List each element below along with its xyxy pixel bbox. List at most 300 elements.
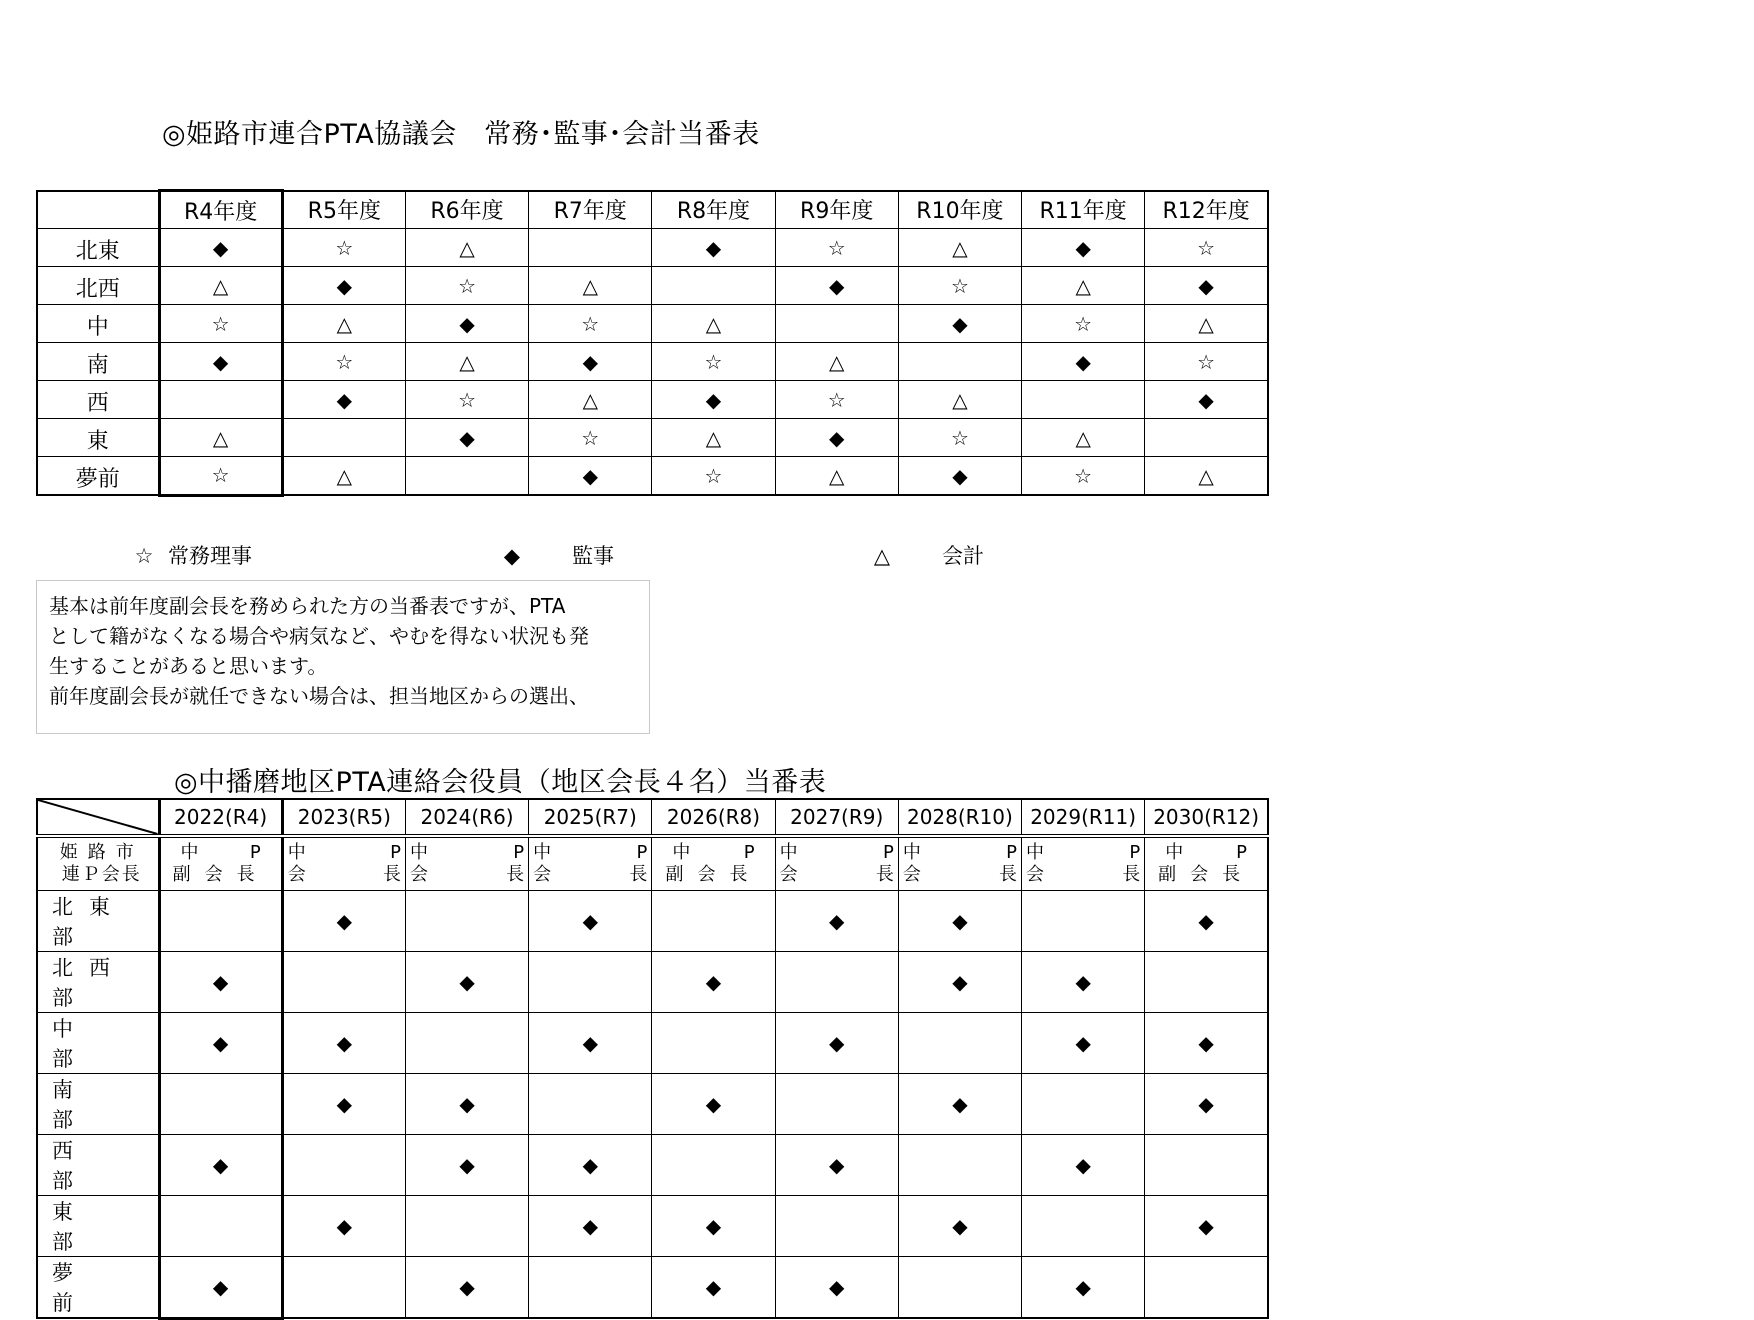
- table-cell: [652, 267, 775, 305]
- table-cell: [1145, 1196, 1268, 1257]
- subhead-top-right: P: [1006, 842, 1018, 863]
- row-label: 中部: [37, 1013, 159, 1074]
- table-cell: [1022, 1196, 1145, 1257]
- subhead-top-right: P: [390, 842, 401, 863]
- column-header: R4年度: [159, 191, 282, 229]
- star-icon: ☆: [1074, 463, 1093, 488]
- table-row: [37, 457, 1268, 496]
- subhead-bottom: [1022, 864, 1144, 886]
- table-cell: [282, 419, 405, 457]
- table-cell: [652, 891, 775, 952]
- table-row: [37, 891, 1268, 952]
- corner-cell: [37, 799, 159, 836]
- row-label: 東部: [37, 1196, 159, 1257]
- subhead-bottom: 副会長: [1158, 864, 1255, 885]
- subhead-bottom-right: 長: [999, 864, 1018, 885]
- table-cell: [529, 891, 652, 952]
- triangle-icon: △: [829, 463, 845, 488]
- table-cell: [775, 1013, 898, 1074]
- column-header: R7年度: [529, 191, 652, 229]
- star-icon: ☆: [211, 463, 230, 488]
- table-cell: [159, 229, 282, 267]
- triangle-icon: △: [829, 349, 845, 374]
- subhead-bottom-right: 長: [875, 864, 894, 885]
- subhead-label: [37, 836, 159, 891]
- column-header: R11年度: [1022, 191, 1145, 229]
- subhead-bottom-left: 会: [902, 864, 921, 885]
- diamond-icon: ◆: [459, 1275, 475, 1299]
- table-cell: [775, 891, 898, 952]
- diamond-icon: ◆: [1198, 273, 1214, 298]
- diamond-icon: ◆: [212, 1153, 229, 1177]
- subhead-cell: [652, 836, 775, 891]
- row-label: 北東部: [37, 891, 159, 952]
- table-cell: [405, 381, 528, 419]
- star-icon: ☆: [1197, 235, 1216, 260]
- table-cell: [1145, 457, 1268, 496]
- table-cell: [1145, 267, 1268, 305]
- subhead-bottom-left: 会: [1026, 864, 1045, 885]
- table-cell: [652, 1074, 775, 1135]
- subhead-bottom-left: 会: [409, 864, 428, 885]
- diamond-icon: ◆: [336, 909, 353, 933]
- table-cell: [159, 1257, 282, 1319]
- table-cell: [652, 1013, 775, 1074]
- diamond-icon: ◆: [459, 1092, 475, 1116]
- diamond-icon: ◆: [829, 1031, 845, 1055]
- row-label: 北西: [37, 267, 159, 305]
- subhead-top: [284, 842, 405, 864]
- subhead-top-left: 中: [409, 842, 428, 863]
- table-cell: [282, 1257, 405, 1319]
- page-title: ◎姫路市連合PTA協議会 常務･監事･会計当番表: [162, 119, 760, 150]
- diamond-icon: ◆: [1075, 970, 1091, 994]
- diamond-icon: ◆: [336, 1031, 353, 1055]
- diamond-icon: ◆: [336, 1214, 353, 1238]
- diamond-icon: ◆: [829, 1153, 845, 1177]
- table-cell: [1022, 1257, 1145, 1319]
- table-cell: [652, 952, 775, 1013]
- column-header: 2030(R12): [1145, 799, 1268, 836]
- table-cell: [282, 1135, 405, 1196]
- subhead-cell: [1022, 836, 1145, 891]
- subhead-bottom-right: 長: [1122, 864, 1141, 885]
- subhead-top-left: 中: [180, 842, 199, 863]
- table-cell: [282, 1074, 405, 1135]
- table-cell: [1022, 1074, 1145, 1135]
- diamond-icon: ◆: [1075, 349, 1091, 374]
- table-cell: [775, 381, 898, 419]
- table-row: [37, 343, 1268, 381]
- subhead-top: [1022, 842, 1144, 864]
- column-header: 2025(R7): [529, 799, 652, 836]
- table-cell: [898, 419, 1021, 457]
- row-label: 東: [37, 419, 159, 457]
- table-cell: [775, 229, 898, 267]
- table-row: [37, 952, 1268, 1013]
- column-header: 2022(R4): [159, 799, 282, 836]
- diamond-icon: ◆: [1198, 1031, 1214, 1055]
- star-icon: ☆: [581, 311, 600, 336]
- table-cell: [1145, 1257, 1268, 1319]
- column-header: 2023(R5): [282, 799, 405, 836]
- diamond-icon: ◆: [459, 425, 475, 450]
- table-cell: [529, 1013, 652, 1074]
- table-cell: [282, 229, 405, 267]
- table-cell: [405, 1257, 528, 1319]
- table-cell: [159, 952, 282, 1013]
- table-cell: [529, 419, 652, 457]
- table-cell: [1145, 419, 1268, 457]
- duty-rotation-table: [36, 189, 1269, 497]
- table-cell: [652, 381, 775, 419]
- triangle-icon: △: [582, 387, 598, 412]
- table-cell: [282, 952, 405, 1013]
- subhead-bottom: 副会長: [665, 864, 762, 885]
- corner-cell: [37, 191, 159, 229]
- table-cell: [405, 343, 528, 381]
- header-row: [37, 191, 1268, 229]
- diamond-icon: ◆: [705, 235, 722, 260]
- subhead-cell: [282, 836, 405, 891]
- row-label: 夢前: [37, 457, 159, 496]
- diamond-icon: ◆: [1075, 1275, 1091, 1299]
- subhead-top-left: 中: [779, 842, 798, 863]
- triangle-icon: △: [1075, 425, 1091, 450]
- table-cell: [1022, 419, 1145, 457]
- table-cell: [405, 1013, 528, 1074]
- table-cell: [775, 419, 898, 457]
- diamond-icon: ◆: [503, 544, 521, 568]
- column-header: 2028(R10): [898, 799, 1021, 836]
- table-cell: [898, 1013, 1021, 1074]
- subhead-top: [652, 842, 774, 864]
- table-cell: [1022, 229, 1145, 267]
- table-cell: [1022, 343, 1145, 381]
- subhead-label-line: 連Ｐ会長: [61, 864, 142, 885]
- table-cell: [1145, 891, 1268, 952]
- triangle-icon: △: [459, 349, 475, 374]
- star-icon: ☆: [827, 387, 846, 412]
- subhead-cell: [1145, 836, 1268, 891]
- subhead-top-left: 中: [902, 842, 921, 863]
- table-row: [37, 1196, 1268, 1257]
- legend-star: [134, 540, 252, 570]
- legend-diamond: [502, 540, 614, 570]
- column-header: R8年度: [652, 191, 775, 229]
- table-cell: [1022, 267, 1145, 305]
- table-cell: [775, 267, 898, 305]
- table-cell: [282, 1196, 405, 1257]
- column-header: R10年度: [898, 191, 1021, 229]
- diagonal-line: [38, 800, 158, 834]
- column-header: R12年度: [1145, 191, 1268, 229]
- diamond-icon: ◆: [459, 970, 475, 994]
- table-cell: [529, 343, 652, 381]
- table-cell: [775, 1074, 898, 1135]
- subhead-cell: [898, 836, 1021, 891]
- row-label: 南部: [37, 1074, 159, 1135]
- diamond-icon: ◆: [582, 909, 598, 933]
- diamond-icon: ◆: [952, 1092, 968, 1116]
- table-cell: [529, 229, 652, 267]
- diamond-icon: ◆: [212, 970, 229, 994]
- diamond-icon: ◆: [829, 1275, 845, 1299]
- table-row: [37, 1013, 1268, 1074]
- diamond-icon: ◆: [705, 1092, 722, 1116]
- column-header: 2026(R8): [652, 799, 775, 836]
- diamond-icon: ◆: [1198, 1214, 1214, 1238]
- table-cell: [159, 267, 282, 305]
- diamond-icon: ◆: [705, 387, 722, 412]
- diamond-icon: ◆: [952, 909, 968, 933]
- table-row: [37, 267, 1268, 305]
- diamond-icon: ◆: [1198, 909, 1214, 933]
- diamond-icon: ◆: [336, 1092, 353, 1116]
- table-cell: [405, 419, 528, 457]
- subhead-bottom-right: 長: [629, 864, 648, 885]
- diamond-icon: ◆: [582, 1214, 598, 1238]
- subhead-top: [406, 842, 528, 864]
- table-row: [37, 1074, 1268, 1135]
- subhead-top-right: P: [743, 842, 755, 863]
- table-cell: [405, 952, 528, 1013]
- table-cell: [159, 381, 282, 419]
- table-cell: [652, 1257, 775, 1319]
- subhead-top: [161, 842, 281, 864]
- subhead-top-left: 中: [1165, 842, 1184, 863]
- diamond-icon: ◆: [212, 1274, 229, 1299]
- table-row: [37, 1257, 1268, 1319]
- triangle-icon: △: [705, 425, 722, 450]
- star-icon: ☆: [211, 311, 230, 336]
- column-header: R9年度: [775, 191, 898, 229]
- table-cell: [898, 1257, 1021, 1319]
- star-icon: ☆: [1074, 311, 1093, 336]
- diamond-icon: ◆: [459, 311, 475, 336]
- row-label: 西部: [37, 1135, 159, 1196]
- table-row: [37, 229, 1268, 267]
- table-cell: [282, 343, 405, 381]
- table-cell: [652, 1135, 775, 1196]
- star-icon: ☆: [335, 235, 354, 260]
- subhead-top-right: P: [1236, 842, 1247, 863]
- star-icon: ☆: [134, 544, 154, 568]
- table-cell: [405, 1135, 528, 1196]
- table-cell: [282, 891, 405, 952]
- subhead-cell: [775, 836, 898, 891]
- subhead-top-right: P: [882, 842, 894, 863]
- subhead-top: [529, 842, 651, 864]
- table-cell: [282, 381, 405, 419]
- note-line: 生することがあると思います。: [49, 654, 328, 678]
- subhead-label-line: 姫路市: [59, 842, 144, 863]
- legend-triangle: [872, 540, 984, 570]
- diamond-icon: ◆: [212, 1031, 229, 1055]
- legend-star-label: 常務理事: [168, 544, 252, 568]
- table-cell: [159, 305, 282, 343]
- table-cell: [775, 1196, 898, 1257]
- table-cell: [652, 229, 775, 267]
- row-label: 中: [37, 305, 159, 343]
- table-cell: [775, 305, 898, 343]
- table-cell: [775, 1135, 898, 1196]
- triangle-icon: △: [952, 235, 968, 260]
- table-cell: [775, 952, 898, 1013]
- table-cell: [282, 457, 405, 496]
- table-cell: [529, 381, 652, 419]
- triangle-icon: △: [212, 273, 229, 298]
- table-cell: [529, 1135, 652, 1196]
- table-cell: [405, 457, 528, 496]
- triangle-icon: △: [336, 311, 353, 336]
- table-cell: [1022, 381, 1145, 419]
- star-icon: ☆: [704, 463, 723, 488]
- table-cell: [898, 457, 1021, 496]
- column-header: 2027(R9): [775, 799, 898, 836]
- table-cell: [1145, 381, 1268, 419]
- triangle-icon: △: [336, 463, 353, 488]
- subhead-top: [899, 842, 1021, 864]
- subhead-cell: [159, 836, 282, 891]
- diamond-icon: ◆: [212, 349, 229, 374]
- triangle-icon: △: [1198, 311, 1214, 336]
- table-cell: [159, 1135, 282, 1196]
- column-header: 2024(R6): [405, 799, 528, 836]
- subhead-top-right: P: [1129, 842, 1141, 863]
- table-cell: [159, 457, 282, 496]
- diamond-icon: ◆: [582, 1153, 598, 1177]
- table-cell: [775, 1257, 898, 1319]
- triangle-icon: △: [705, 311, 722, 336]
- table-cell: [775, 343, 898, 381]
- legend-diamond-label: 監事: [572, 544, 614, 568]
- column-header: R5年度: [282, 191, 405, 229]
- diamond-icon: ◆: [705, 1214, 722, 1238]
- table-cell: [898, 952, 1021, 1013]
- subhead-bottom: 副会長: [172, 864, 269, 885]
- subhead-cell: [529, 836, 652, 891]
- legend-triangle-label: 会計: [942, 544, 984, 568]
- diamond-icon: ◆: [705, 970, 722, 994]
- table-cell: [529, 457, 652, 496]
- diamond-icon: ◆: [952, 1214, 968, 1238]
- table-cell: [652, 457, 775, 496]
- table-cell: [1145, 343, 1268, 381]
- triangle-icon: △: [459, 235, 475, 260]
- subhead-top-left: 中: [533, 842, 552, 863]
- diamond-icon: ◆: [1075, 235, 1091, 260]
- column-header: R6年度: [405, 191, 528, 229]
- star-icon: ☆: [950, 273, 969, 298]
- diamond-icon: ◆: [212, 235, 229, 260]
- star-icon: ☆: [458, 387, 477, 412]
- table-cell: [1145, 229, 1268, 267]
- table-cell: [898, 305, 1021, 343]
- subhead-bottom: [529, 864, 651, 886]
- table-cell: [405, 229, 528, 267]
- table-cell: [529, 1074, 652, 1135]
- table-cell: [159, 1196, 282, 1257]
- star-icon: ☆: [335, 349, 354, 374]
- note-line: として籍がなくなる場合や病気など、やむを得ない状況も発: [49, 624, 589, 648]
- diamond-icon: ◆: [952, 970, 968, 994]
- subhead-cell: [405, 836, 528, 891]
- subhead-bottom-left: 会: [779, 864, 798, 885]
- subhead-bottom-left: 会: [287, 864, 306, 885]
- table-cell: [1145, 305, 1268, 343]
- note-line: 基本は前年度副会長を務められた方の当番表ですが、PTA: [49, 594, 566, 618]
- header-row: [37, 799, 1268, 836]
- table-cell: [1022, 952, 1145, 1013]
- table-cell: [1145, 1013, 1268, 1074]
- subhead-top-right: P: [636, 842, 648, 863]
- table-cell: [529, 952, 652, 1013]
- note-line: 前年度副会長が就任できない場合は、担当地区からの選出、: [49, 684, 589, 708]
- diamond-icon: ◆: [705, 1275, 722, 1299]
- note-box: [36, 580, 650, 734]
- table-cell: [282, 267, 405, 305]
- table-cell: [898, 891, 1021, 952]
- row-label: 夢前: [37, 1257, 159, 1319]
- table-cell: [159, 891, 282, 952]
- subhead-bottom: [899, 864, 1021, 886]
- table-cell: [898, 1074, 1021, 1135]
- table-cell: [652, 1196, 775, 1257]
- diamond-icon: ◆: [582, 1031, 598, 1055]
- table-cell: [1145, 1074, 1268, 1135]
- subhead-bottom: [406, 864, 528, 886]
- star-icon: ☆: [704, 349, 723, 374]
- table-cell: [898, 1135, 1021, 1196]
- row-label: 西: [37, 381, 159, 419]
- triangle-icon: △: [952, 387, 968, 412]
- subhead-top-right: P: [513, 842, 525, 863]
- table-cell: [529, 1196, 652, 1257]
- star-icon: ☆: [950, 425, 969, 450]
- table-row: [37, 305, 1268, 343]
- subhead-bottom-left: 会: [533, 864, 552, 885]
- diamond-icon: ◆: [952, 463, 968, 488]
- triangle-icon: △: [582, 273, 598, 298]
- table-cell: [652, 419, 775, 457]
- table-cell: [1145, 952, 1268, 1013]
- table-cell: [1022, 457, 1145, 496]
- section-title: ◎中播磨地区PTA連絡会役員（地区会長４名）当番表: [174, 767, 827, 798]
- table-cell: [1022, 891, 1145, 952]
- subhead-bottom-right: 長: [382, 864, 401, 885]
- subhead-row: [37, 836, 1268, 891]
- table-cell: [529, 305, 652, 343]
- diamond-icon: ◆: [952, 311, 968, 336]
- table-cell: [159, 419, 282, 457]
- table-cell: [898, 343, 1021, 381]
- star-icon: ☆: [827, 235, 846, 260]
- subhead-bottom: [776, 864, 898, 886]
- table-cell: [1145, 1135, 1268, 1196]
- table-cell: [652, 305, 775, 343]
- table-row: [37, 381, 1268, 419]
- table-cell: [405, 1074, 528, 1135]
- table-cell: [1022, 1135, 1145, 1196]
- table-cell: [775, 457, 898, 496]
- triangle-icon: △: [873, 544, 891, 568]
- row-label: 南: [37, 343, 159, 381]
- table-cell: [405, 267, 528, 305]
- subhead-bottom: [284, 864, 405, 886]
- diamond-icon: ◆: [829, 273, 845, 298]
- table-cell: [159, 1074, 282, 1135]
